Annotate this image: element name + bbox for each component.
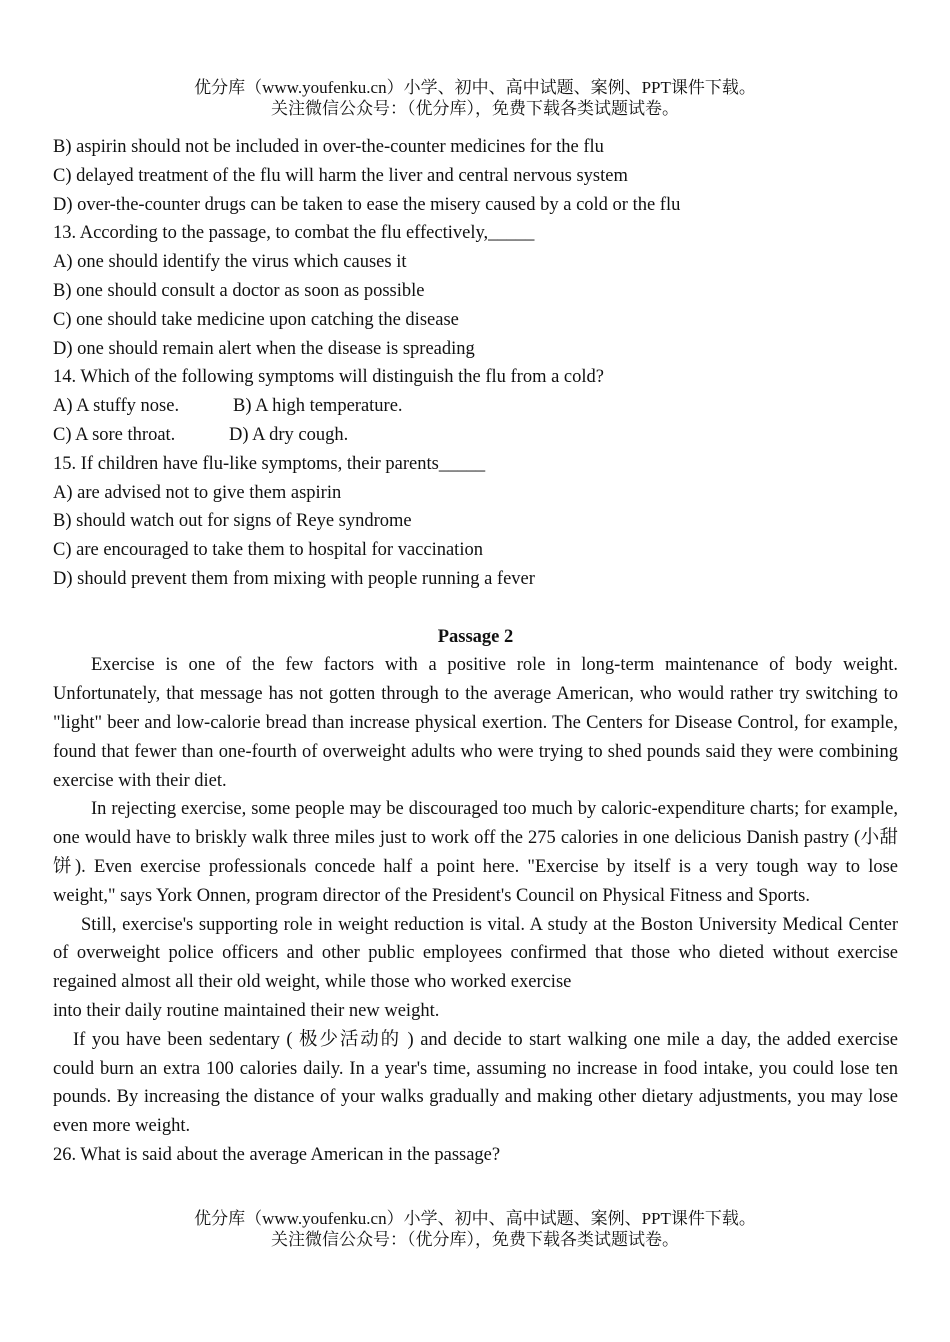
- q15-option-a: A) are advised not to give them aspirin: [53, 482, 342, 503]
- q14-option-a: A) A stuffy nose.: [53, 396, 180, 417]
- page-footer: [0, 1208, 950, 1250]
- q14-option-d: D) A dry cough.: [229, 424, 349, 445]
- passage-paragraph-3: Still, exercise's supporting role in weight reduction is vital. A study at the Boston University Medical Center of overweight police officers and other public employees confirmed that those who dieted without exercise regained almost all their old weight, while those who worked exercise: [53, 914, 898, 993]
- q14-options-row-1: [53, 392, 898, 421]
- q26-stem: 26. What is said about the average American in the passage?: [53, 1144, 501, 1165]
- passage-paragraph-1: Exercise is one of the few factors with a positive role in long-term maintenance of body weight. Unfortunately, that message has not gotten through to the average American, who would rather try switching to "light" beer and low-calorie bread than increase physical exertion. The Centers for Disease Control, for example, found that fewer than one-fourth of overweight adults who were trying to shed pounds said they were combining exercise with their diet.: [53, 655, 898, 791]
- passage-paragraph-4: If you have been sedentary ( 极少活动的 ) and decide to start walking one mile a day, the added exercise could burn an extra 100 calories daily. In a year's time, assuming no increase in food intake, you could lose ten pounds. By increasing the distance of your walks gradually and making other dietary adjustments, you may lose even more weight.: [53, 1029, 898, 1137]
- q15-option-b: B) should watch out for signs of Reye syndrome: [53, 511, 412, 532]
- q12-option-b: B) aspirin should not be included in over-the-counter medicines for the flu: [53, 137, 604, 157]
- q13-option-d: D) one should remain alert when the disease is spreading: [53, 338, 475, 359]
- footer-line-1: 优分库（www.youfenku.cn）小学、初中、高中试题、案例、PPT课件下载。: [194, 1209, 756, 1228]
- document-body: [53, 133, 898, 1170]
- q15-stem: 15. If children have flu-like symptoms, their parents_____: [53, 453, 486, 474]
- footer-line-2: 关注微信公众号：（优分库），免费下载各类试题试卷。: [271, 1230, 679, 1249]
- header-line-2: 关注微信公众号：（优分库），免费下载各类试题试卷。: [271, 99, 679, 118]
- q12-option-d: D) over-the-counter drugs can be taken to ease the misery caused by a cold or the flu: [53, 194, 681, 215]
- q13-option-a: A) one should identify the virus which causes it: [53, 252, 407, 273]
- q13-stem: 13. According to the passage, to combat the flu effectively,_____: [53, 223, 535, 244]
- q12-option-c: C) delayed treatment of the flu will harm the liver and central nervous system: [53, 165, 628, 186]
- q13-option-c: C) one should take medicine upon catching the disease: [53, 309, 459, 330]
- q15-option-c: C) are encouraged to take them to hospital for vaccination: [53, 540, 483, 561]
- q15-option-d: D) should prevent them from mixing with people running a fever: [53, 568, 535, 589]
- passage-paragraph-2: In rejecting exercise, some people may be discouraged too much by caloric-expenditure charts; for example, one would have to briskly walk three miles just to work off the 275 calories in one delicious Danish pastry (小甜饼). Even exercise professionals concede half a point here. "Exercise by itself is a very tough way to lose weight," says York Onnen, program director of the President's Council on Physical Fitness and Sports.: [53, 799, 898, 906]
- header-line-1: 优分库（www.youfenku.cn）小学、初中、高中试题、案例、PPT课件下载。: [194, 78, 756, 97]
- q14-option-b: B) A high temperature.: [233, 396, 403, 417]
- q14-options-row-2: [53, 421, 898, 450]
- q14-stem: 14. Which of the following symptoms will distinguish the flu from a cold?: [53, 367, 604, 388]
- spacer: [53, 594, 898, 623]
- passage-title: Passage 2: [437, 626, 514, 647]
- passage-paragraph-3-continued: into their daily routine maintained their new weight.: [53, 1000, 440, 1021]
- q13-option-b: B) one should consult a doctor as soon as possible: [53, 280, 425, 301]
- page-header: [0, 77, 950, 119]
- q14-option-c: C) A sore throat.: [53, 424, 176, 445]
